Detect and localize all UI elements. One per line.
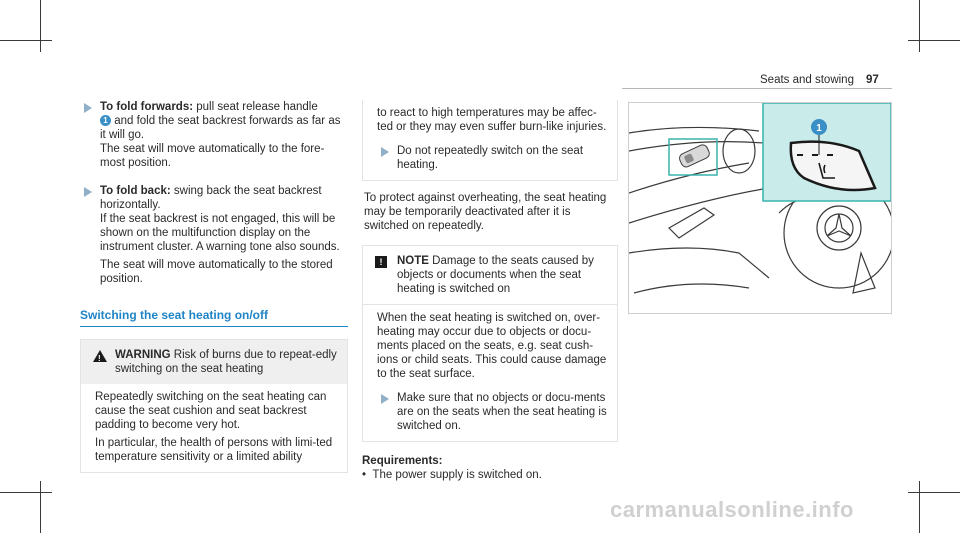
step-text: To fold back: swing back the seat backrest horizontally. xyxy=(100,185,322,211)
step-result: The seat will move automatically to the stored position. xyxy=(100,259,333,285)
body-paragraph: To protect against overheating, the seat heating may be temporarily deactivated after it is switched on repeatedly. xyxy=(364,192,607,232)
illustration-callout: 1 xyxy=(816,123,822,134)
crop-mark xyxy=(0,40,52,41)
crop-mark xyxy=(0,492,52,493)
step-text: To fold forwards: pull seat release handle 1 and fold the seat backrest forwards as far as it will go. xyxy=(100,101,341,141)
crop-mark xyxy=(40,481,41,533)
step-result: The seat will move automatically to the fore-most position. xyxy=(100,143,325,169)
header-rule xyxy=(622,88,892,89)
crop-mark xyxy=(908,492,960,493)
crop-mark xyxy=(40,0,41,52)
note-box xyxy=(362,245,618,442)
watermark: carmanualsonline.info xyxy=(610,497,854,522)
step-arrow-icon xyxy=(381,147,389,157)
note-step: Make sure that no objects or docu-ments are on the seats when the seat heating is switched on. xyxy=(377,391,609,433)
header-section: Seats and stowing xyxy=(760,74,854,86)
warning-triangle-icon xyxy=(93,350,107,362)
car-interior-drawing xyxy=(629,103,891,313)
crop-mark xyxy=(919,481,920,533)
callout-1-icon: 1 xyxy=(100,115,111,126)
step-info: If the seat backrest is not engaged, this will be shown on the multifunction display on the instrument cluster. A warning tone also sounds. xyxy=(100,213,340,253)
section-title: Switching the seat heating on/off xyxy=(80,308,269,322)
column-1 xyxy=(80,100,348,473)
note-body: When the seat heating is switched on, over-heating may occur due to objects or docu-ments placed on the seats, e.g. seat cush-ions or child seats. This could cause damage to the seat surface. Make sure that no objects or docu-ments are on the seats when the seat heating is switched on. xyxy=(363,304,617,441)
warning-box-continued: to react to high temperatures may be affec-ted or they may even suffer burn-like injuries. Do not repeatedly switch on the seat heating. xyxy=(362,100,618,181)
step-fold-forwards xyxy=(80,100,348,170)
warning-step: Do not repeatedly switch on the seat heating. xyxy=(377,144,609,172)
warning-body: Repeatedly switching on the seat heating can cause the seat cushion and seat backrest padding to become very hot. In particular, the health of persons with limi-ted temperature sensitivity or a limited ability xyxy=(95,391,333,463)
running-header xyxy=(760,73,940,87)
requirements-label: Requirements: xyxy=(362,455,443,467)
crop-mark xyxy=(908,40,960,41)
page-number: 97 xyxy=(865,74,879,86)
seat-heating-illustration xyxy=(628,102,892,314)
note-header: ! NOTE Damage to the seats caused by objects or documents when the seat heating is switched on xyxy=(363,246,617,304)
warning-header: ! WARNING Risk of burns due to repeat-edly switching on the seat heating xyxy=(81,340,347,384)
column-2 xyxy=(362,100,618,482)
requirement-item: • The power supply is switched on. xyxy=(362,469,542,481)
crop-mark xyxy=(919,0,920,52)
note-icon: ! xyxy=(375,256,387,268)
section-rule xyxy=(80,326,348,327)
warning-box xyxy=(80,339,348,473)
step-fold-back xyxy=(80,184,348,286)
step-arrow-icon xyxy=(84,103,92,113)
step-arrow-icon xyxy=(84,187,92,197)
step-arrow-icon xyxy=(381,394,389,404)
